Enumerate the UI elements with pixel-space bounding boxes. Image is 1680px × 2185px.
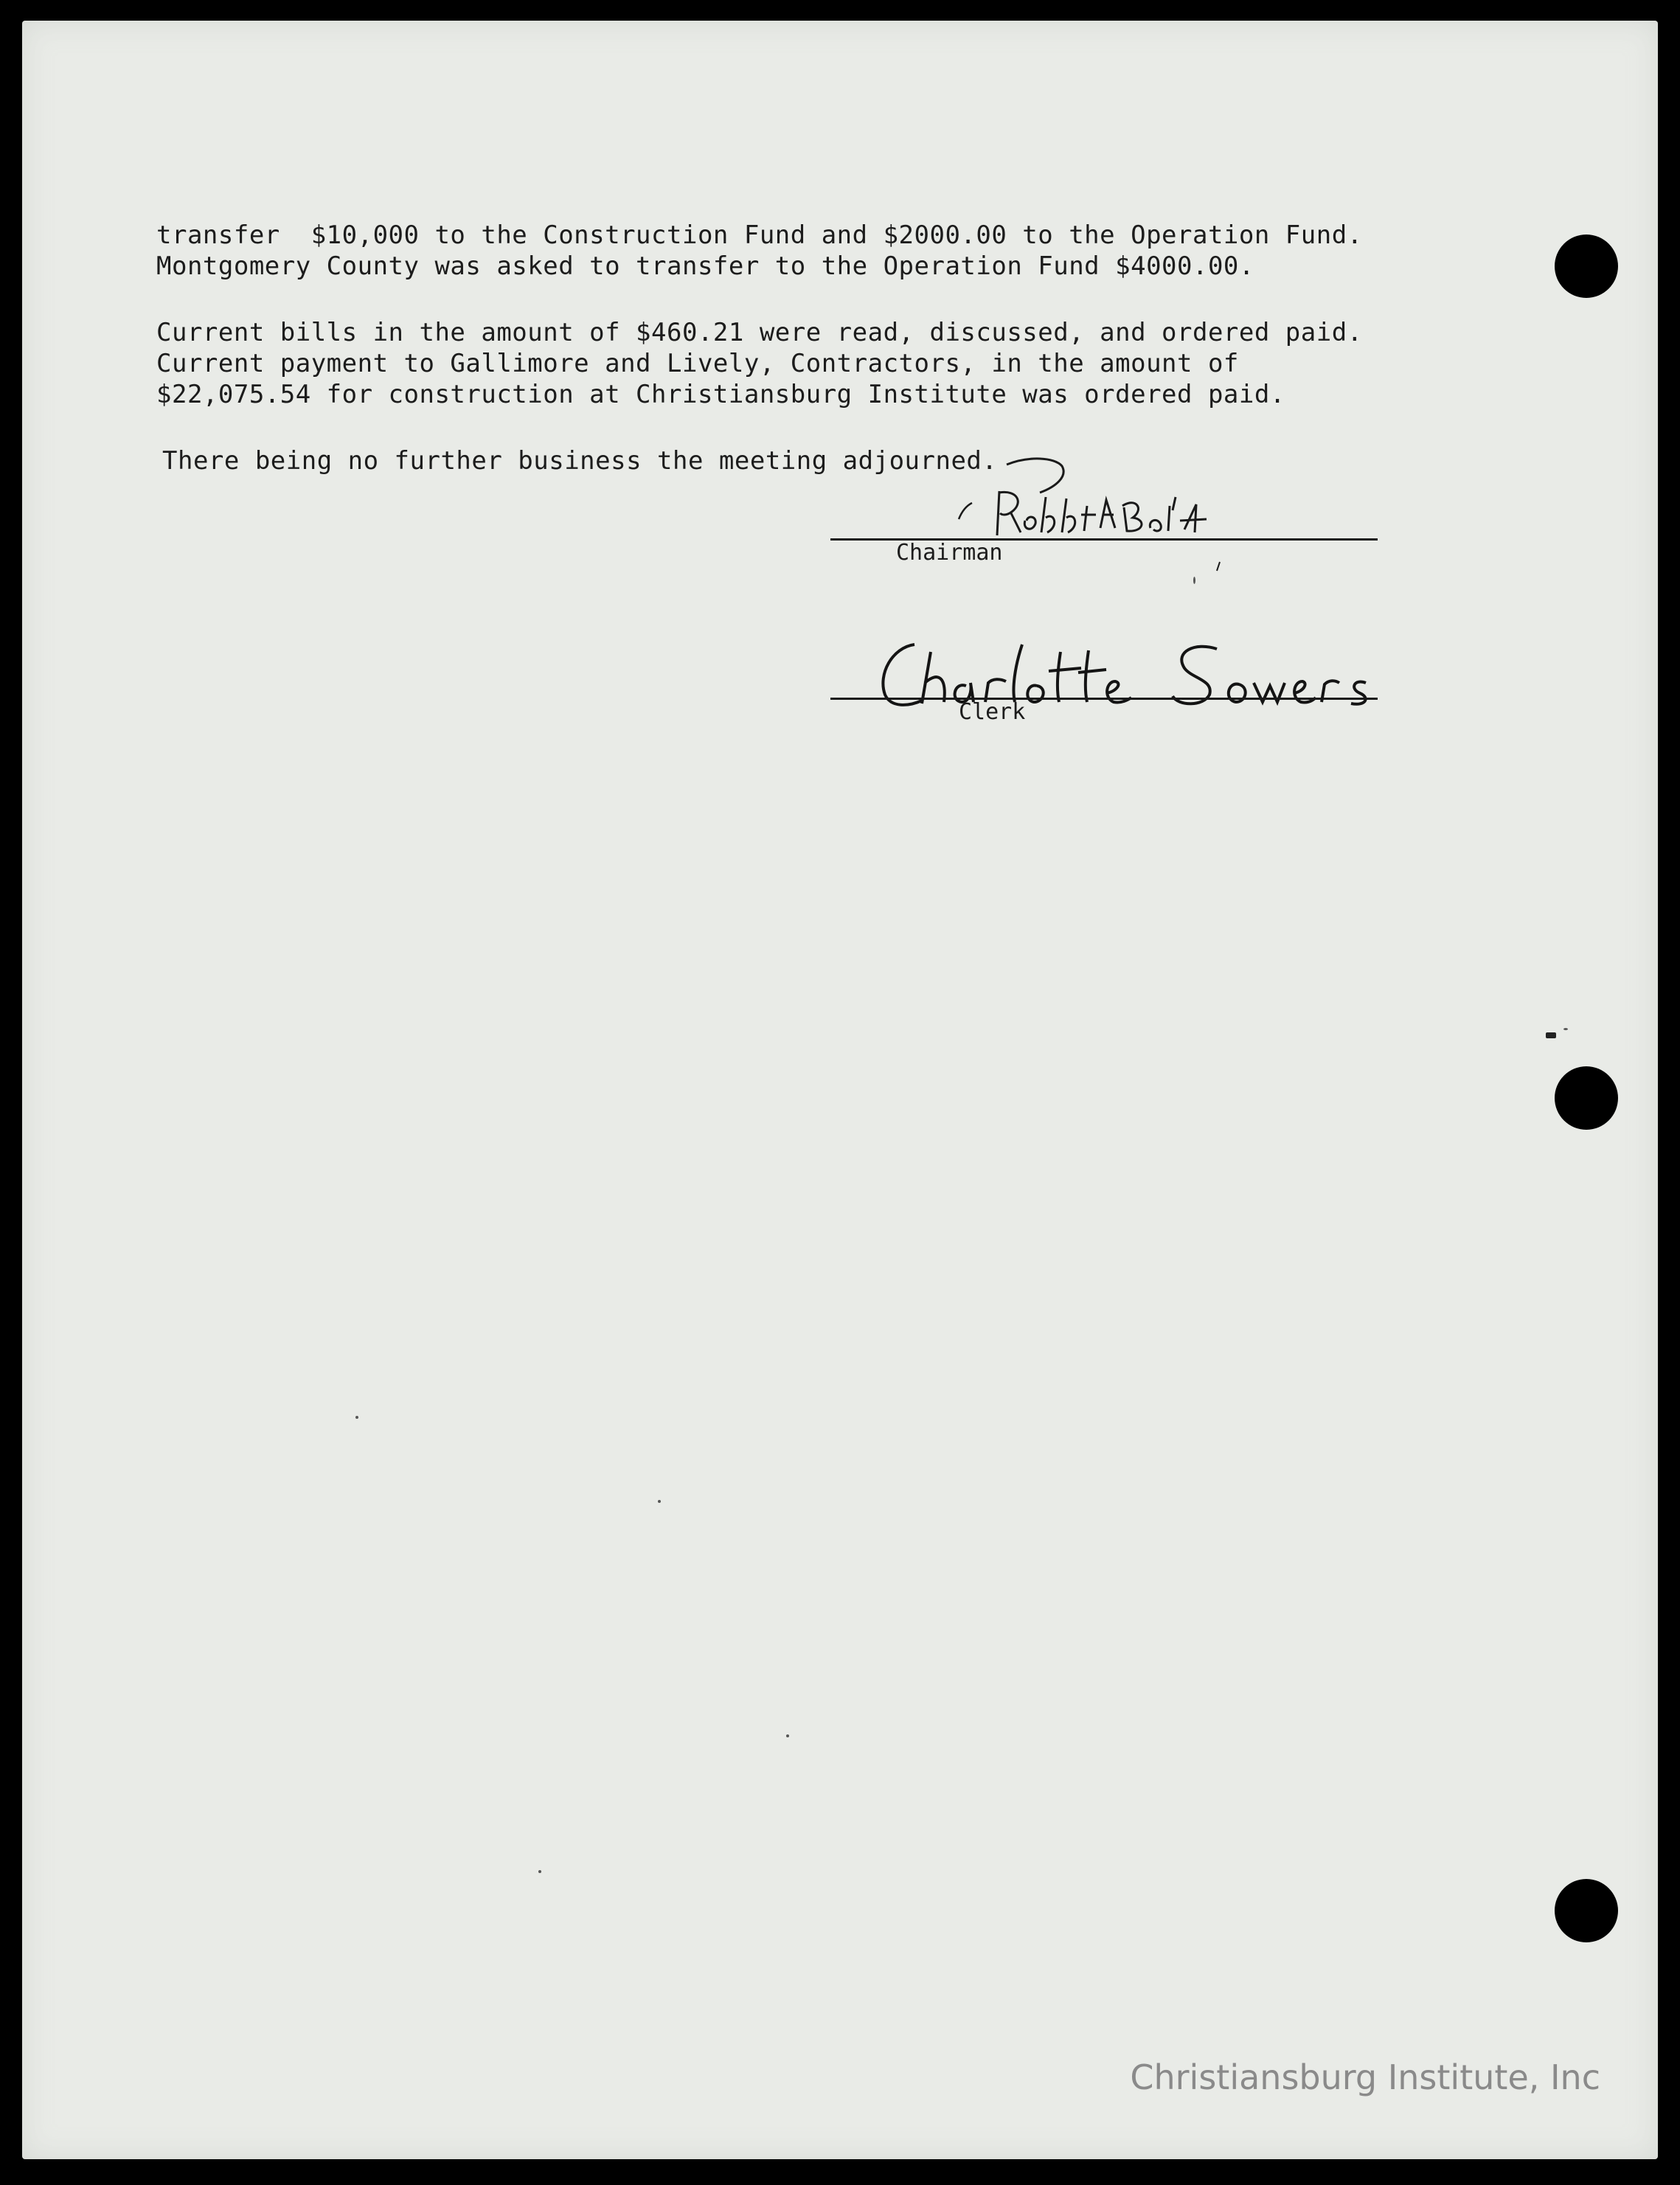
clerk-signature-line [830, 698, 1378, 700]
paragraph-1-line-2: Montgomery County was asked to transfer to the Operation Fund $4000.00. [156, 251, 1254, 281]
paragraph-2-line-2: Current payment to Gallimore and Lively, Contractors, in the amount of [156, 349, 1239, 378]
chairman-label: Chairman [896, 540, 1003, 566]
paragraph-2-line-3: $22,075.54 for construction at Christiansburg Institute was ordered paid. [156, 380, 1285, 409]
scan-speck [355, 1416, 358, 1419]
binder-hole-middle [1555, 1066, 1618, 1130]
clerk-label: Clerk [959, 699, 1026, 725]
paragraph-3-line-1: There being no further business the meeting adjourned. [162, 446, 998, 476]
document-page [22, 21, 1658, 2159]
binder-hole-bottom [1555, 1879, 1618, 1942]
scan-speck [1546, 1032, 1556, 1038]
scan-speck [786, 1734, 789, 1737]
scan-speck [1563, 1028, 1568, 1030]
scan-speck [1193, 577, 1195, 584]
paragraph-1-line-1: transfer $10,000 to the Construction Fund and $2000.00 to the Operation Fund. [156, 220, 1363, 250]
paragraph-2-line-1: Current bills in the amount of $460.21 were read, discussed, and ordered paid. [156, 318, 1363, 347]
binder-hole-top [1555, 235, 1618, 298]
clerk-signature [870, 630, 1401, 726]
watermark-text: Christiansburg Institute, Inc [1130, 2057, 1600, 2097]
scan-speck [658, 1500, 661, 1503]
scan-speck [538, 1870, 541, 1873]
